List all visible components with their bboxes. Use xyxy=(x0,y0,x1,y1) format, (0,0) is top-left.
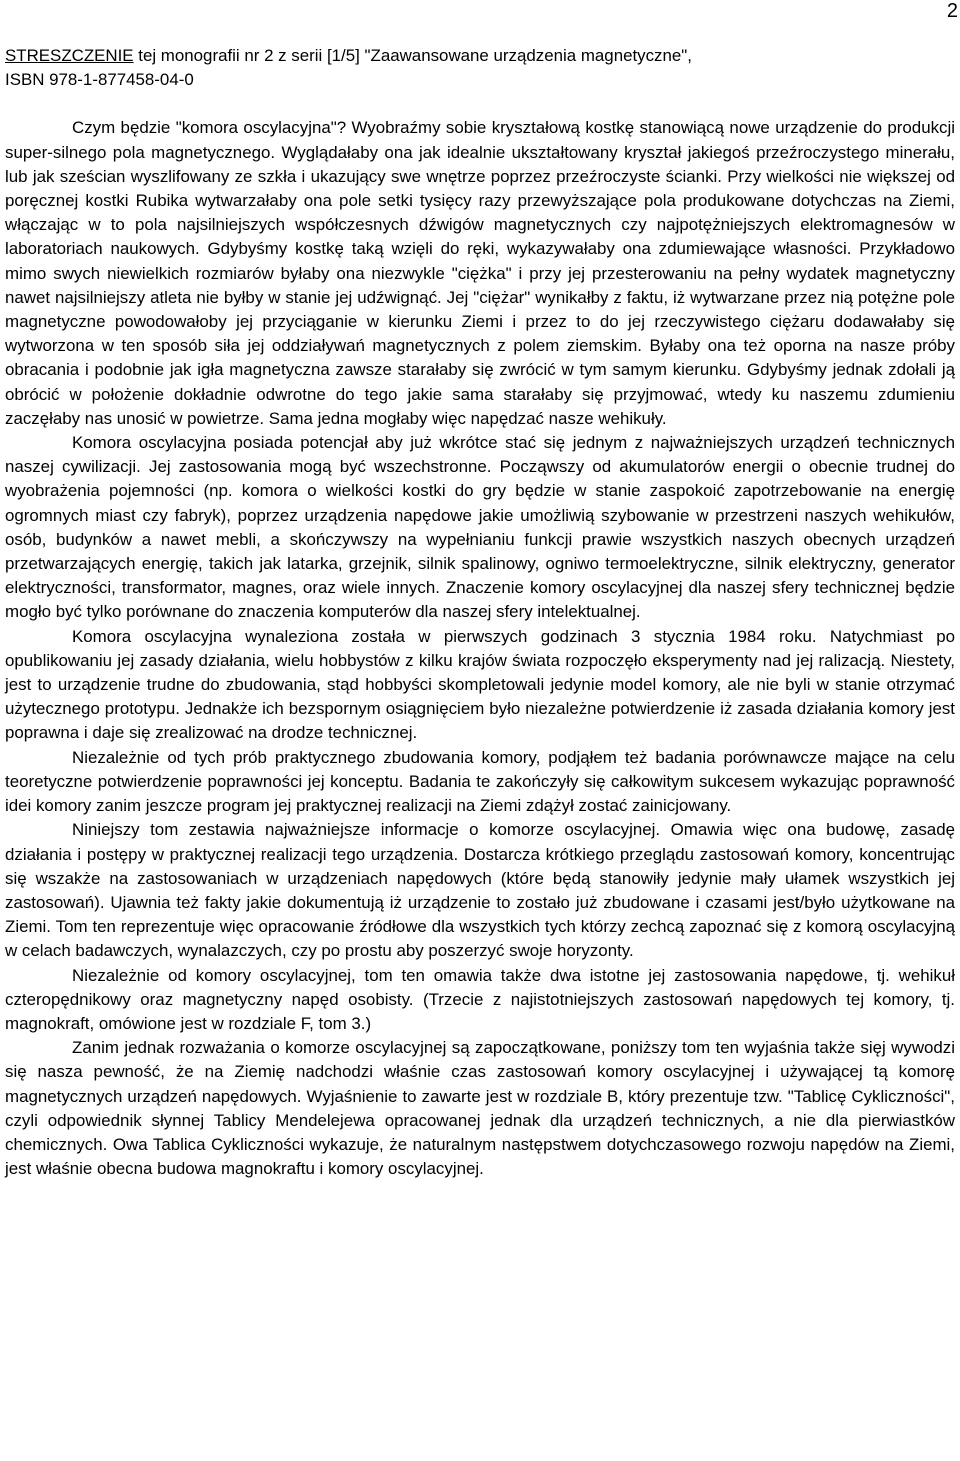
header-isbn: ISBN 978-1-877458-04-0 xyxy=(5,70,194,90)
paragraph-6: Niezależnie od komory oscylacyjnej, tom ten omawia także dwa istotne jej zastosowania napędowe, tj. wehikuł czteropędnikowy oraz magnetyczny napęd osobisty. (Trzecie z najistotniejszych zastosowań napędowych tej komory, tj. magnokraft, omówione jest w rozdziale F, tom 3.) xyxy=(5,965,955,1033)
page-number: 2 xyxy=(946,0,958,22)
paragraph-5: Niniejszy tom zestawia najważniejsze informacje o komorze oscylacyjnej. Omawia więc ona budowę, zasadę działania i postępy w praktycznej realizacji tego urządzenia. Dostarcza krótkiego przeglądu zastosowań komory, koncentrując się wszakże na zastosowaniach w urządzeniach napędowych (które będą stanowiły jedynie mały ułamek wszystkich jej zastosowań). Ujawnia też fakty jakie dokumentują iż urządzenie to zostało już zbudowane i czasami jest/było użytkowane na Ziemi. Tom ten reprezentuje więc opracowanie źródłowe dla wszystkich tych którzy zechcą zapoznać się z komorą oscylacyjną w celach badawczych, wynalazczych, czy po prostu aby poszerzyć swoje horyzonty. xyxy=(5,820,955,961)
header-title: tej monografii nr 2 z serii [1/5] "Zaawansowane urządzenia magnetyczne", xyxy=(133,46,692,65)
document-body xyxy=(5,44,955,1181)
header-label: STRESZCZENIE xyxy=(5,46,134,65)
paragraph-1: Czym będzie "komora oscylacyjna"? Wyobraźmy sobie kryształową kostkę stanowiącą nowe urządzenie do produkcji super-silnego pola magnetycznego. Wyglądałaby ona jak idealnie ukształtowany kryształ jakiegoś przeźroczystego minerału, lub jak sześcian wyszlifowany ze szkła i ukazujący swe wnętrze poprzez przeźroczyste ścianki. Przy wielkości nie większej od poręcznej kostki Rubika wytwarzałaby ona pole setki tysięcy razy przewyższające pola produkowane dotychczas na Ziemi, włączając w to pola najsilniejszych współczesnych dźwigów magnetycznych czy najpotężniejszych elektromagnesów w laboratoriach naukowych. Gdybyśmy kostkę taką wzięli do ręki, wykazywałaby ona zdumiewające własności. Przykładowo mimo swych niewielkich rozmiarów byłaby ona niezwykle "ciężka" i przy jej przesterowaniu na pełny wydatek magnetyczny nawet najsilniejszy atleta nie byłby w stanie jej udźwignąć. Jej "ciężar" wynikałby z faktu, iż wytwarzane przez nią potężne pole magnetyczne powodowałoby jej przyciąganie w kierunku Ziemi i przez to do jej rzeczywistego ciężaru dodawałaby się wytworzona w ten sposób siła jej oddziaływań magnetycznych z polem ziemskim. Byłaby ona też oporna na nasze próby obracania i podobnie jak igła magnetyczna zawsze starałaby się zwrócić w tym samym kierunku. Gdybyśmy jednak zdołali ją obrócić w położenie dokładnie odwrotne do tego jakie sama starałaby się przyjmować, wtedy ku naszemu zdumieniu zaczęłaby nas unosić w powietrze. Sama jedna mogłaby więc napędzać nasze wehikuły. xyxy=(5,118,955,428)
paragraph-7: Zanim jednak rozważania o komorze oscylacyjnej są zapoczątkowane, poniższy tom ten wyjaśnia także sięj wywodzi się nasza pewność, że na Ziemię nadchodzi właśnie czas zastosowań komory oscylacyjnej i używającej tą komorę magnetycznych urządzeń napędowych. Wyjaśnienie to zawarte jest w rozdziale B, który prezentuje tzw. "Tablicę Cykliczności", czyli odpowiednik słynnej Tablicy Mendelejewa opracowanej jednak dla urządzeń technicznych, a nie dla pierwiastków chemicznych. Owa Tablica Cykliczności wykazuje, że naturalnym następstwem dotychczasowego rozwoju napędów na Ziemi, jest właśnie obecna budowa magnokraftu i komory oscylacyjnej. xyxy=(5,1038,955,1179)
paragraph-2: Komora oscylacyjna posiada potencjał aby już wkrótce stać się jednym z najważniejszych urządzeń technicznych naszej cywilizacji. Jej zastosowania mogą być wszechstronne. Począwszy od akumulatorów energii o obecnie trudnej do wyobrażenia pojemności (np. komora o wielkości kostki do gry będzie w stanie zaspokoić zapotrzebowanie na energię ogromnych miast czy fabryk), poprzez urządzenia napędowe jakie umożliwią szybowanie w przestrzeni naszych wehikułów, osób, budynków a nawet mebli, a skończywszy na wypełnianiu funkcji prawie wszystkich naszych obecnych urządzeń przetwarzających energię, takich jak latarka, grzejnik, silnik spalinowy, ogniwo termoelektryczne, silnik elektryczny, generator elektryczności, transformator, magnes, oraz wiele innych. Znaczenie komory oscylacyjnej dla naszej sfery technicznej będzie mogło być tylko porównane do znaczenia komputerów dla naszej sfery intelektualnej. xyxy=(5,433,955,622)
document-header xyxy=(5,44,955,92)
paragraph-4: Niezależnie od tych prób praktycznego zbudowania komory, podjąłem też badania porównawcze mające na celu teoretyczne potwierdzenie poprawności jej konceptu. Badania te zakończyły się całkowitym sukcesem wykazując poprawność idei komory zanim jeszcze program jej praktycznej realizacji na Ziemi zdążył zostać zainicjowany. xyxy=(5,747,955,816)
header-spacer xyxy=(5,92,955,116)
paragraph-3: Komora oscylacyjna wynaleziona została w pierwszych godzinach 3 stycznia 1984 roku. Natychmiast po opublikowaniu jej zasady działania, wielu hobbystów z kilku krajów świata rozpoczęło eksperymenty nad jej ralizacją. Niestety, jest to urządzenie trudne do zbudowania, stąd hobbyści skompletowali jedynie model komory, ale nie byli w stanie otrzymać użytecznego prototypu. Jednakże ich bezspornym osiągnięciem było niezależne potwierdzenie iż zasada działania komory jest poprawna i daje się zrealizować na drodze technicznej. xyxy=(5,626,955,743)
